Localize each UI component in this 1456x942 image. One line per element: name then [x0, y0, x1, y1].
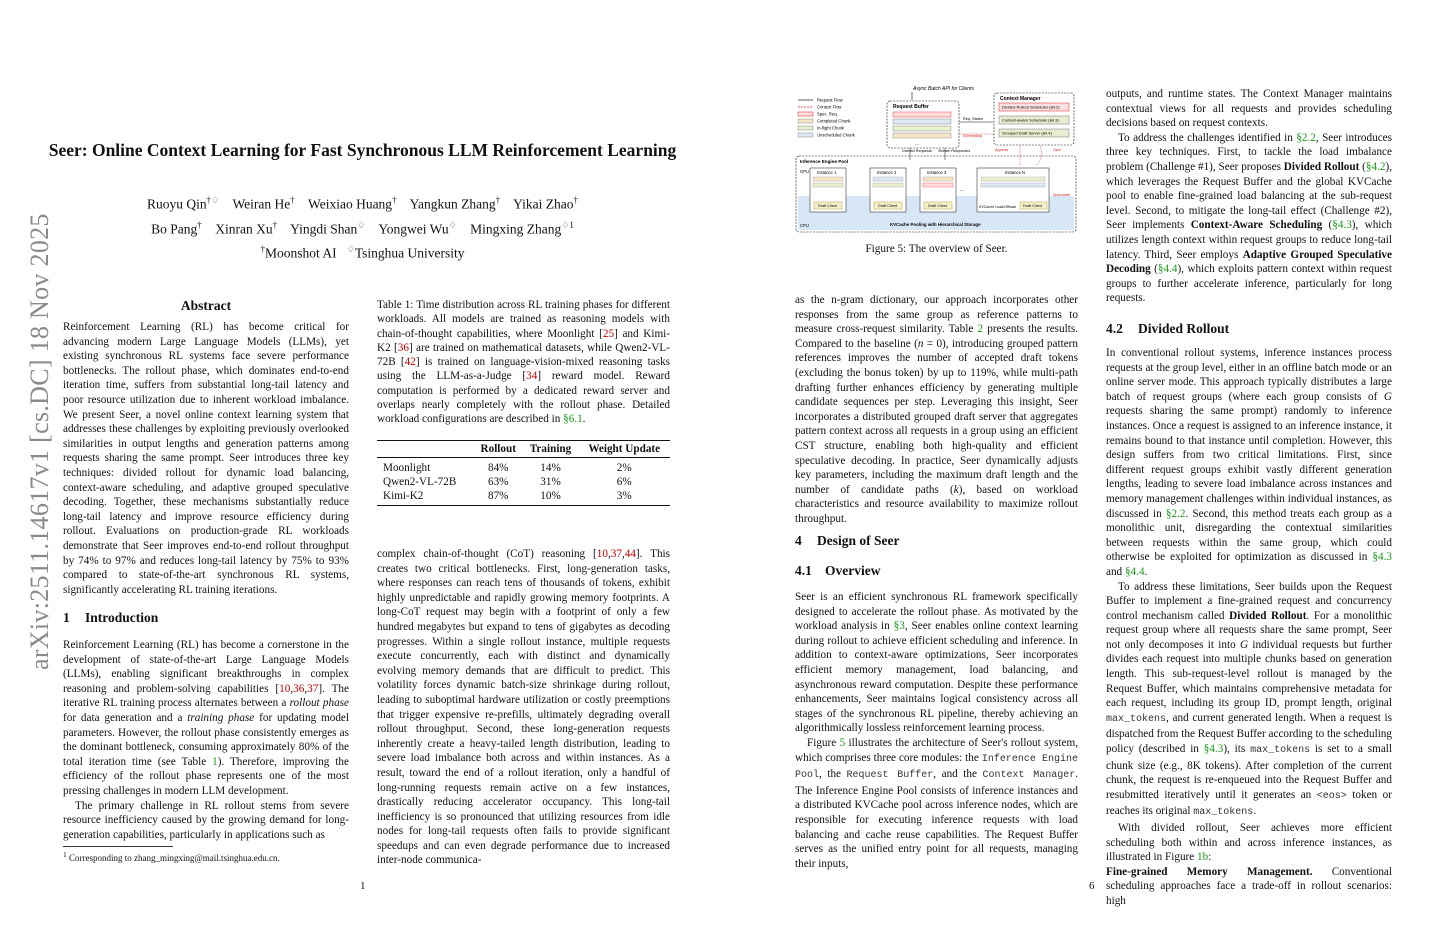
paragraph: The primary challenge in RL rollout stems from severe resource inefficiency caused by the growing demand for long-generation capabilities, particularly in applications such as	[63, 799, 349, 841]
overview-body-continued: outputs, and runtime states. The Context Manager maintains contextual views for all requests and provides scheduling decisions based on request contexts. To address the challenges identified in §2.2, Seer introduces three key techniques. First, to tackle the load imbalance problem (Challenge #1), Seer proposes Divided Rollout (§4.2), which leverages the Request Buffer and the global KVCache pool to enable fine-grained load balancing at the sub-request level. Second, to mitigate the long-tail effect (Challenge #2), Seer implements Context-Aware Scheduling (§4.3), which utilizes length context within request groups to reduce long-tail latency. Third, Seer employs Adaptive Grouped Speculative Decoding (§4.4), which exploits pattern context within request groups to further accelerate inference, particularly for long requests.	[1106, 88, 1392, 305]
svg-text:Grouped Draft Server (§4.4): Grouped Draft Server (§4.4)	[1002, 130, 1052, 136]
svg-text:Draft Client: Draft Client	[818, 204, 837, 208]
author-block	[40, 190, 685, 264]
sync-label: Sync	[1053, 148, 1062, 152]
citation-link[interactable]: 10	[596, 548, 608, 560]
svg-text:Completed Chunk: Completed Chunk	[817, 118, 851, 124]
svg-text:Instance N: Instance N	[1005, 170, 1026, 175]
section-heading-overview: 4.1 Overview	[795, 563, 881, 578]
page-number: 6	[1089, 880, 1095, 892]
table-header-row: Rollout Training Weight Update	[377, 441, 670, 458]
section-reference-link[interactable]: §4.3	[1372, 551, 1392, 564]
footnote: $^1$ Corresponding to zhang_mingxing@mail.tsinghua.edu.cn.	[63, 850, 280, 863]
request-buffer-box	[887, 101, 959, 148]
legend-spec-req-icon	[798, 112, 813, 116]
section-heading-introduction: 1 Introduction	[63, 610, 159, 625]
svg-text:Instance 3: Instance 3	[927, 170, 947, 175]
instance-1	[810, 168, 846, 212]
svg-text:Instance 2: Instance 2	[877, 170, 897, 175]
ellipsis: ...	[915, 141, 920, 147]
svg-text:Request Flow: Request Flow	[817, 97, 843, 103]
author: Ruoyu Qin	[147, 196, 207, 212]
svg-text:CPU: CPU	[800, 223, 809, 228]
section-reference-link[interactable]: §4.3	[1203, 743, 1224, 756]
section-reference-link[interactable]: §4.4	[1124, 565, 1145, 578]
figure-caption: Figure 5: The overview of Seer.	[865, 243, 1008, 255]
svg-text:Context Manager: Context Manager	[1000, 96, 1041, 102]
scheduling-label: Scheduling	[963, 134, 982, 138]
section-reference-link[interactable]: §4.3	[1332, 219, 1352, 232]
author: Weiran He	[232, 196, 291, 212]
arxiv-stamp: arXiv:2511.14617v1 [cs.DC] 18 Nov 2025	[25, 213, 54, 670]
authors-line-1: Ruoyu Qin†♢ Weiran He† Weixiao Huang† Yangkun Zhang† Yikai Zhao†	[147, 195, 578, 212]
seer-architecture-figure	[795, 84, 1078, 234]
section-reference-link[interactable]: §4.4	[1157, 263, 1178, 276]
citation-link[interactable]: 25	[602, 327, 615, 340]
authors-line-2: Bo Pang† Xinran Xu† Yingdi Shan♢ Yongwei Wu♢ Mingxing Zhang$^{♢1}$	[151, 219, 574, 236]
append-label: Append	[995, 148, 1009, 152]
svg-text:Context-aware Scheduler (§4.3): Context-aware Scheduler (§4.3)	[1002, 117, 1059, 123]
svg-text:Divided Rollout Scheduler (§4.: Divided Rollout Scheduler (§4.2)	[1002, 104, 1060, 110]
svg-text:KVCache Load/Offload: KVCache Load/Offload	[979, 205, 1016, 209]
citation-link[interactable]: 36	[397, 341, 409, 354]
divided-rollout-body: In conventional rollout systems, inference instances process requests at the group level, either in an offline batch mode or an online server mode. This approach typically distributes a large batch of request groups (where each group consists of G requests sharing the same prompt) randomly to inference instances. Once a request is assigned to an inference instance, it remains bound to that instance until completion. However, this design suffers from two critical limitations. First, since different request groups exhibit vastly different generation lengths, leading to severe load imbalance across instances and memory management challenges within individual instances, as discussed in §2.2. Second, this method treats each group as a monolithic unit, disregarding the contextual similarities between requests within the same group, which could otherwise be exploited for optimization as discussed in §4.3 and §4.4. To address these limitations, Seer builds upon the Request Buffer to implement a fine-grained request and concurrency control mechanism called Divided Rollout. For a monolithic request group where all requests share the same prompt, Seer not only decomposes it into G individual requests but further divides each request into multiple chunks based on generation length. This sub-request-level rollout is managed by the Request Buffer, which maintains comprehensive metadata for each request, including its group ID, prompt length, original max_tokens, and current generated length. When a request is dispatched from the Request Buffer according to the scheduling policy (described in §4.3), its max_tokens is set to a small chunk size (e.g., 8K tokens). After completion of the current chunk, the request is re-enqueued into the Request Buffer and resubmitted iteratively until it generates an <eos> token or reaches its original max_tokens. With divided rollout, Seer achieves more efficient scheduling both within and across inference instances, as illustrated in Figure 1b: Fine-grained Memory Management. Conventional scheduling approaches face a trade-off in rollout scenarios: high	[1106, 347, 1393, 907]
svg-text:Inference Engine Pool: Inference Engine Pool	[800, 159, 849, 164]
section-reference-link[interactable]: §2.2	[1165, 507, 1186, 520]
svg-text:Spec. Req.: Spec. Req.	[817, 111, 838, 117]
table-row: Qwen2-VL-72B 63% 31% 6%	[383, 476, 632, 488]
citation-link[interactable]: 10	[279, 682, 291, 695]
page-number: 1	[360, 880, 366, 892]
introduction-body	[63, 638, 349, 842]
svg-text:Request Buffer: Request Buffer	[893, 104, 929, 110]
section-reference-link[interactable]: §4.2	[1365, 160, 1386, 173]
author: Yangkun Zhang	[409, 196, 496, 212]
divided-requests-label: Divided Requests	[902, 149, 932, 153]
svg-text:Unscheduled Chunk: Unscheduled Chunk	[817, 132, 855, 138]
time-distribution-table	[377, 440, 670, 506]
abstract-heading: Abstract	[180, 298, 232, 313]
kv-pool-label: KVCache Pooling with Hierarchical Storage	[890, 222, 981, 227]
author: Xinran Xu	[215, 221, 273, 236]
table-caption: Table 1: Time distribution across RL training phases for different workloads. All models are trained as reasoning models with chain-of-thought capabilities, where Moonlight [25] and Kimi-K2 [36] are trained on mathematical datasets, while Qwen2-VL-72B [42] is trained on language-vision-mixed reasoning tasks using the LLM-as-a-Judge [34] reward model. Reward computation is performed by a dedicated reward server and overlaps nearly completely with the rollout phase. Detailed workload configurations are described in §6.1.	[377, 299, 671, 426]
speculative-decoding-paragraph: as the n-gram dictionary, our approach incorporates other responses from the same group as reference patterns to measure cross-request similarity. Table 2 presents the results. Compared to the baseline (n = 0), introducing grouped pattern references improves the number of accepted draft tokens (excluding the bonus token) by up to 119%, while multi-path drafting further enhances efficiency by generating multiple candidate sequences per step. Leveraging this insight, Seer incorporates a distributed grouped draft server that aggregates pattern context across all requests in a group using an efficient CST structure, enabling both high-quality and efficient speculative decoding. In practice, Seer dynamically adjusts key parameters, including the maximum draft length and the number of candidate paths (k), based on workload characteristics and resource availability to maximize rollout throughput.	[795, 294, 1078, 525]
ellipsis: ...	[960, 187, 965, 193]
svg-text:Draft Client: Draft Client	[878, 204, 897, 208]
table-reference-link[interactable]: 2	[977, 323, 984, 336]
req-states-label: Req. States	[963, 117, 983, 121]
section-reference-link[interactable]: §2.2	[1296, 131, 1316, 144]
instance-n	[977, 168, 1049, 212]
svg-text:Instance 1: Instance 1	[817, 170, 837, 175]
table-row: Moonlight 84% 14% 2%	[383, 462, 632, 474]
table-row: Kimi-K2 87% 10% 3%	[377, 489, 670, 506]
section-reference-link[interactable]: §6.1	[563, 413, 583, 426]
overview-body: Seer is an efficient synchronous RL framework specifically designed to accelerate the rollout phase. As motivated by the workload analysis in §3, Seer enables online context learning during rollout to achieve efficient scheduling and inference. In addition to context-aware optimizations, Seer incorporates efficient memory management, load balancing, and asynchronous reward computation. Despite these performance enhancements, Seer maintains logical consistency across all stages of the synchronous RL pipeline, thereby achieving an algorithmically lossless reinforcement learning process. Figure 5 illustrates the architecture of Seer's rollout system, which comprises three core modules: the Inference Engine Pool, the Request Buffer, and the Context Manager. The Inference Engine Pool consists of inference instances and a distributed KVCache pool across inference nodes, which are responsible for executing inference requests with load balancing and cache reuse capabilities. The Request Buffer serves as the unified entry point for all requests, managing their inputs,	[795, 591, 1079, 870]
stream-responses-label: Stream Responses	[938, 149, 971, 153]
figure-reference-link[interactable]: 5	[839, 736, 846, 749]
section-heading-divided-rollout: 4.2 Divided Rollout	[1106, 321, 1230, 336]
author: Mingxing Zhang	[470, 221, 562, 236]
paragraph: Reinforcement Learning (RL) has become a cornerstone in the development of state-of-the-art Large Language Models (LLMs), enabling significant breakthroughs in complex reasoning and problem-solving capabilities [10,36,37]. The iterative RL training process alternates between a rollout phase for data generation and a training phase for updating model parameters. However, the rollout phase consistently emerges as the dominant bottleneck, consuming approximately 80% of the total iteration time (see Table 1). Therefore, improving the efficiency of the rollout phase represents one of the most pressing challenges in modern LLM development.	[63, 639, 349, 797]
legend-inflight-chunk-icon	[798, 126, 813, 130]
svg-text:GPU: GPU	[800, 169, 810, 174]
svg-text:In-flight Chunk: In-flight Chunk	[817, 125, 844, 131]
citation-link[interactable]: 34	[526, 370, 538, 383]
svg-text:Context Flow: Context Flow	[817, 104, 842, 110]
citation-link[interactable]: 37	[307, 682, 319, 695]
legend	[798, 98, 856, 138]
citation-link[interactable]: 36	[293, 682, 305, 695]
svg-text:Draft Client: Draft Client	[928, 204, 947, 208]
author: Yingdi Shan	[290, 221, 358, 236]
context-manager-box	[994, 93, 1074, 145]
table-reference-link[interactable]: 1	[212, 755, 218, 768]
author: Bo Pang	[151, 221, 198, 236]
instance-2	[870, 168, 906, 212]
section-heading-design: 4 Design of Seer	[795, 533, 900, 548]
affiliations: †Moonshot AI ♢Tsinghua University	[260, 244, 465, 261]
citation-link[interactable]: 37	[610, 548, 622, 560]
author: Yongwei Wu	[378, 221, 449, 236]
footnote-rule	[63, 846, 173, 847]
citation-link[interactable]: 44	[624, 548, 636, 560]
author: Weixiao Huang	[308, 196, 393, 212]
section-reference-link[interactable]: §3	[893, 620, 905, 633]
paper-title: Seer: Online Context Learning for Fast Synchronous LLM Reinforcement Learning	[48, 140, 677, 160]
speculate-label: Speculate	[1053, 193, 1070, 197]
citation-link[interactable]: 42	[404, 356, 416, 369]
figure-reference-link[interactable]: 1b	[1197, 851, 1209, 864]
legend-unscheduled-chunk-icon	[798, 133, 813, 137]
introduction-body-continued: complex chain-of-thought (CoT) reasoning [10,37,44]. This creates two critical bottlenecks. First, long-generation tasks, where responses can reach tens of thousands of tokens, exhibit highly unpredictable and rapidly growing memory footprints. A long-CoT request may begin with a footprint of only a few hundred megabytes but expand to tens of gigabytes as decoding progresses. Within a single rollout instance, multiple requests execute concurrently, each with distinct and dynamically evolving memory demands that are difficult to predict. This volatility forces dynamic batch-size shrinkage during rollout, leading to suboptimal hardware utilization or costly preemptions that trigger expensive re-prefills, ultimately degrading overall rollout throughput. Second, these long-generation requests inherently create a heavy-tailed length distribution, leading to severe load imbalance both across and within instances. As a result, toward the end of a rollout iteration, only a handful of long-running requests remain active on a few instances, drastically reducing accelerator occupancy. This long-tail inefficiency is so pronounced that utilizing resources from idle nodes for long-tail requests often fails to provide significant speedups and can even degrade performance due to increased inter-node communica-	[377, 548, 671, 867]
instance-3	[920, 168, 956, 212]
legend-completed-chunk-icon	[798, 119, 813, 123]
svg-text:Draft Client: Draft Client	[1023, 204, 1042, 208]
abstract-body: Reinforcement Learning (RL) has become critical for advancing modern Large Language Models (LLMs), yet existing synchronous RL systems face severe performance bottlenecks. The rollout phase, which dominates end-to-end iteration time, suffers from substantial long-tail latency and poor resource utilization due to inherent workload imbalance. We present Seer, a novel online context learning system that addresses these challenges by exploiting previously overlooked similarities in output lengths and generation patterns among requests sharing the same prompt. Seer introduces three key techniques: divided rollout for dynamic load balancing, context-aware scheduling, and adaptive grouped speculative decoding. Together, these mechanisms substantially reduce long-tail latency and improve resource efficiency during rollout. Evaluations on production-grade RL workloads demonstrate that Seer improves end-to-end rollout throughput by 74% to 97% and reduces long-tail latency by 75% to 93% compared to state-of-the-art synchronous RL systems, significantly accelerating RL training iterations.	[63, 321, 349, 596]
author: Yikai Zhao	[513, 196, 574, 212]
api-label: Async Batch API for Clients	[913, 86, 974, 92]
